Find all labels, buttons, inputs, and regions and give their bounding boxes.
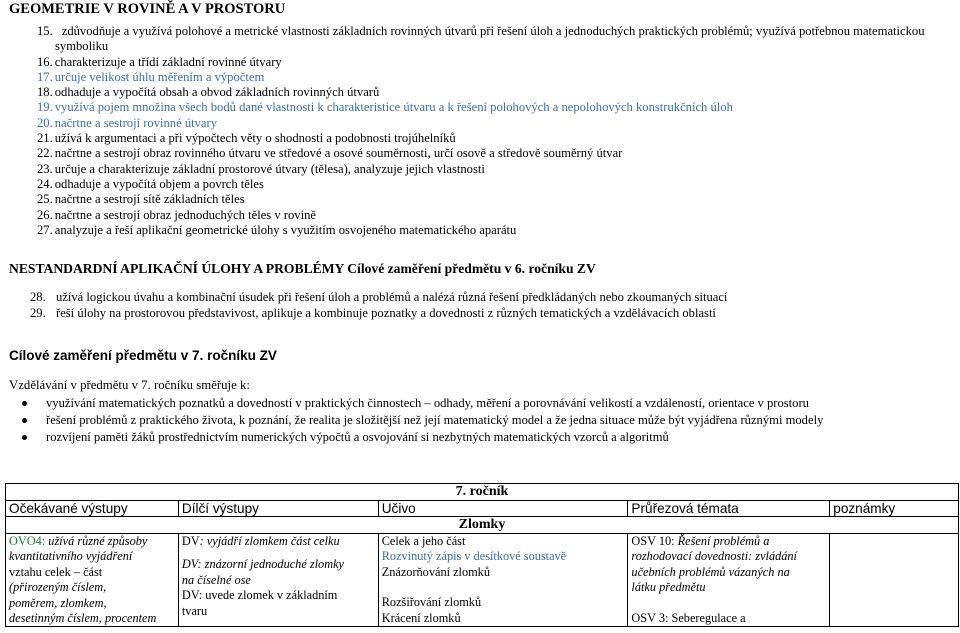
curriculum-cell	[378, 534, 628, 627]
osv-text: látku předmětu	[631, 580, 706, 595]
dv-code: DV	[181, 534, 200, 548]
curriculum-item: Rozvinutý zápis v desítkové soustavě	[381, 549, 567, 564]
outcome-text: využívá pojem množina všech bodů dané vlastnosti k charakteristice útvaru a k řešení polohových a nepolohových konstrukčních úloh	[54, 100, 733, 115]
grade-header: 7. ročník	[6, 484, 959, 501]
outcome-item	[37, 177, 925, 192]
curriculum-table	[5, 483, 959, 627]
expected-outcomes-cell	[6, 534, 179, 627]
osv-text: učebních problémů vázaných na	[631, 564, 790, 579]
nonstandard-number: 28.	[30, 290, 46, 304]
osv-code: OSV 10:	[631, 534, 678, 548]
outcome-number: 19.	[37, 100, 53, 115]
outcome-text: načrtne a sestrojí obraz rovinného útvaru ve středové a osové souměrnosti, určí osově a středově souměrný útvar	[54, 146, 623, 161]
curriculum-item: Krácení zlomků	[381, 610, 461, 625]
dv-text: DV: uvede zlomek v základním	[181, 588, 338, 603]
outcome-text: analyzuje a řeší aplikační geometrické úlohy s využitím osvojeného matematického aparátu	[54, 222, 517, 237]
outcome-item	[37, 146, 925, 161]
outcome-number: 17.	[37, 69, 53, 84]
outcome-number: 24.	[37, 176, 53, 191]
nonstandard-title: NESTANDARDNÍ APLIKAČNÍ ÚLOHY A PROBLÉMY Cílové zaměření předmětu v 6. ročníku ZV	[9, 261, 596, 276]
nonstandard-number: 29.	[30, 305, 46, 320]
dv-text: : vyjádří zlomkem část celku	[199, 534, 340, 548]
section-heading: GEOMETRIE V ROVINĚ A V PROSTORU	[9, 1, 286, 17]
nonstandard-text: užívá logickou úvahu a kombinační úsudek při řešení úloh a problémů a nalézá různá řešení předkládaných nebo zkoumaných situací	[56, 290, 728, 304]
nonstandard-item	[30, 306, 727, 322]
nonstandard-item	[30, 290, 727, 306]
outcome-number: 20.	[37, 115, 53, 130]
header-curriculum: Učivo	[378, 501, 628, 517]
osv-text: Řešení problémů a	[677, 534, 770, 548]
grade7-bullets	[22, 395, 823, 446]
dv-code: DV	[181, 557, 198, 572]
outcome-item	[37, 116, 925, 131]
outcome-text: odhaduje a vypočítá obsah a obvod základních rovinných útvarů	[54, 85, 380, 100]
outcome-line: (přirozeným číslem,	[9, 580, 107, 595]
grade7-intro: Vzdělávání v předmětu v 7. ročníku směřuje k:	[9, 378, 250, 392]
outcome-number: 25.	[37, 192, 53, 207]
grade7-bullet-item: využívání matematických poznatků a dovedností v praktických činnostech – odhady, měření a porovnávání velikostí a vzdáleností, orientace v prostoru	[22, 395, 823, 412]
outcome-item	[37, 223, 925, 238]
outcome-line: desetinným číslem, procentem	[9, 611, 157, 626]
dv-text: tvaru	[181, 603, 208, 618]
outcome-item	[37, 70, 925, 85]
outcome-item	[37, 131, 925, 146]
outcome-number: 16.	[37, 54, 53, 69]
outcome-line: vztahu celek – část	[9, 564, 103, 579]
outcome-item	[37, 192, 925, 207]
dv-text: na číselné ose	[181, 572, 251, 587]
outcome-number: 23.	[37, 161, 53, 176]
outcome-text: odhaduje a vypočítá objem a povrch těles	[54, 176, 264, 191]
ovo-code: OVO4:	[9, 534, 46, 548]
grade7-bullet-item: řešení problémů z praktického života, k poznání, že realita je složitější než její matematický model a že jedna situace může být vyjádřena různými modely	[22, 412, 823, 429]
grade7-bullet-item: rozvíjení paměti žáků prostřednictvím numerických výpočtů a osvojování si nezbytných matematických vzorců a algoritmů	[22, 429, 823, 446]
outcome-text: načrtne a sestrojí sítě základních těles	[54, 192, 245, 207]
outcome-text-continued: symboliku	[55, 39, 109, 54]
grade7-title: Cílové zaměření předmětu v 7. ročníku ZV	[9, 348, 277, 363]
header-notes: poznámky	[830, 501, 959, 517]
header-partial-outcomes: Dílčí výstupy	[178, 501, 378, 517]
osv-text: OSV 3: Seberegulace a	[631, 610, 746, 625]
outcomes-list	[37, 24, 925, 238]
outcome-item	[37, 208, 925, 223]
outcome-item	[37, 85, 925, 100]
curriculum-item: Znázorňování zlomků	[381, 564, 490, 579]
outcome-text: užívá k argumentaci a při výpočtech věty o shodnosti a podobnosti trojúhelníků	[54, 131, 456, 146]
curriculum-item: Rozšiřování zlomků	[381, 595, 482, 610]
outcome-number: 27.	[37, 222, 53, 237]
cross-topics-cell	[628, 534, 830, 627]
outcome-text: určuje velikost úhlu měřením a výpočtem	[54, 69, 265, 84]
topic-header: Zlomky	[6, 517, 959, 534]
outcome-item	[37, 100, 925, 115]
nonstandard-list	[30, 290, 727, 321]
outcome-number: 18.	[37, 85, 53, 100]
outcome-number: 15.	[37, 24, 53, 38]
outcome-number: 26.	[37, 207, 53, 222]
partial-outcomes-cell	[178, 534, 378, 627]
outcome-item	[37, 55, 925, 70]
osv-text: rozhodovací dovednosti: zvládání	[631, 549, 797, 564]
header-cross-topics: Průřezová témata	[628, 501, 830, 517]
outcome-line: poměrem, zlomkem,	[9, 595, 107, 610]
outcome-text: načrtne a sestrojí rovinné útvary	[54, 115, 218, 130]
outcome-item	[37, 162, 925, 177]
dv-text: : znázorní jednoduché zlomky	[197, 557, 344, 572]
curriculum-item: Celek a jeho část	[381, 534, 466, 548]
outcome-item	[37, 24, 925, 39]
header-expected-outcomes: Očekávané výstupy	[6, 501, 179, 517]
outcome-number: 21.	[37, 131, 53, 146]
outcome-text: charakterizuje a třídí základní rovinné útvary	[54, 54, 282, 69]
nonstandard-text: řeší úlohy na prostorovou představivost, aplikuje a kombinuje poznatky a dovednosti z různých tematických a vzdělávacích oblastí	[56, 305, 716, 320]
outcome-text: načrtne a sestrojí obraz jednoduchých těles v rovině	[54, 207, 316, 222]
outcome-number: 22.	[37, 146, 53, 161]
outcome-text: zdůvodňuje a využívá polohové a metrické vlastnosti základních rovinných útvarů při řešení úloh a jednoduchých praktických problémů; využívá potřebnou matematickou	[61, 24, 925, 38]
outcome-text: určuje a charakterizuje základní prostorové útvary (tělesa), analyzuje jejich vlastnosti	[54, 161, 485, 176]
outcome-line: užívá různé způsoby	[45, 534, 148, 548]
outcome-line: kvantitativního vyjádření	[9, 549, 133, 564]
notes-cell	[830, 534, 959, 627]
